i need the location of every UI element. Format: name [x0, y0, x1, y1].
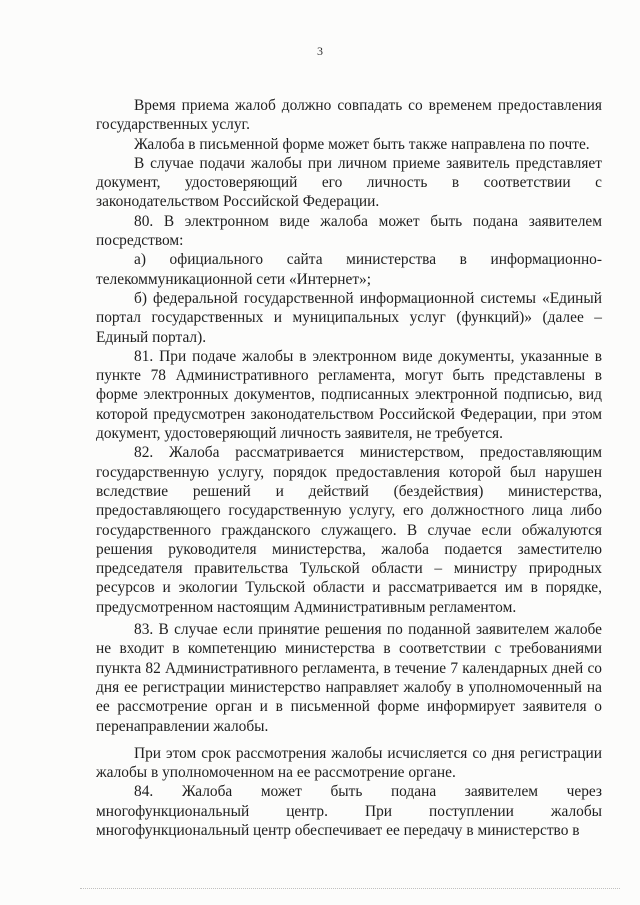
- paragraph-84: 84. Жалоба может быть подана заявителем через многофункциональный центр. При поступлении жалобы многофункциональный центр обеспечивает ее передачу в министерство в: [96, 783, 602, 839]
- paragraph-81: 81. При подаче жалобы в электронном виде документы, указанные в пункте 78 Административного регламента, могут быть представлены в форме электронных документов, подписанных электронной подписью, вид которой предусмотрен законодательством Российской Федерации, при этом документ, удостоверяющий личность заявителя, не требуется.: [96, 347, 602, 443]
- document-body: [96, 96, 602, 840]
- scan-artifact: [80, 888, 620, 895]
- paragraph-82: 82. Жалоба рассматривается министерством, предоставляющим государственную услугу, порядок предоставления которой был нарушен вследствие решений и действий (бездействия) министерства, предоставляющего государственную услугу, его должностного лица либо государственного гражданского служащего. В случае если обжалуются решения руководителя министерства, жалоба подается заместителю председателя правительства Тульской области – министру природных ресурсов и экологии Тульской области и рассматривается им в порядке, предусмотренном настоящим Административным регламентом.: [96, 444, 602, 616]
- paragraph-83: 83. В случае если принятие решения по поданной заявителем жалобе не входит в компетенцию министерства в соответствии с требованиями пункта 82 Административного регламента, в течение 7 календарных дней со дня ее регистрации министерство направляет жалобу в уполномоченный на ее рассмотрение орган и в письменной форме информирует заявителя о перенаправлении жалобы.: [96, 621, 602, 735]
- paragraph-80-b: б) федеральной государственной информационной системы «Единый портал государственных и муниципальных услуг (функций)» (далее – Единый портал).: [96, 289, 602, 346]
- paragraph-identity-document: В случае подачи жалобы при личном приеме заявитель представляет документ, удостоверяющий его личность в соответствии с законодательством Российской Федерации.: [96, 154, 602, 211]
- paragraph-reception-time: Время приема жалоб должно совпадать со временем предоставления государственных услуг.: [96, 97, 602, 134]
- paragraph-postal-submission: Жалоба в письменной форме может быть также направлена по почте.: [134, 135, 590, 153]
- paragraph-80-a: а) официального сайта министерства в информационно-телекоммуникационной сети «Интернет»;: [96, 251, 602, 288]
- page-number: 3: [317, 44, 323, 58]
- paragraph-80: 80. В электронном виде жалоба может быть подана заявителем посредством:: [96, 212, 602, 250]
- paragraph-review-period: При этом срок рассмотрения жалобы исчисляется со дня регистрации жалобы в уполномоченном на ее рассмотрение органе.: [96, 744, 602, 782]
